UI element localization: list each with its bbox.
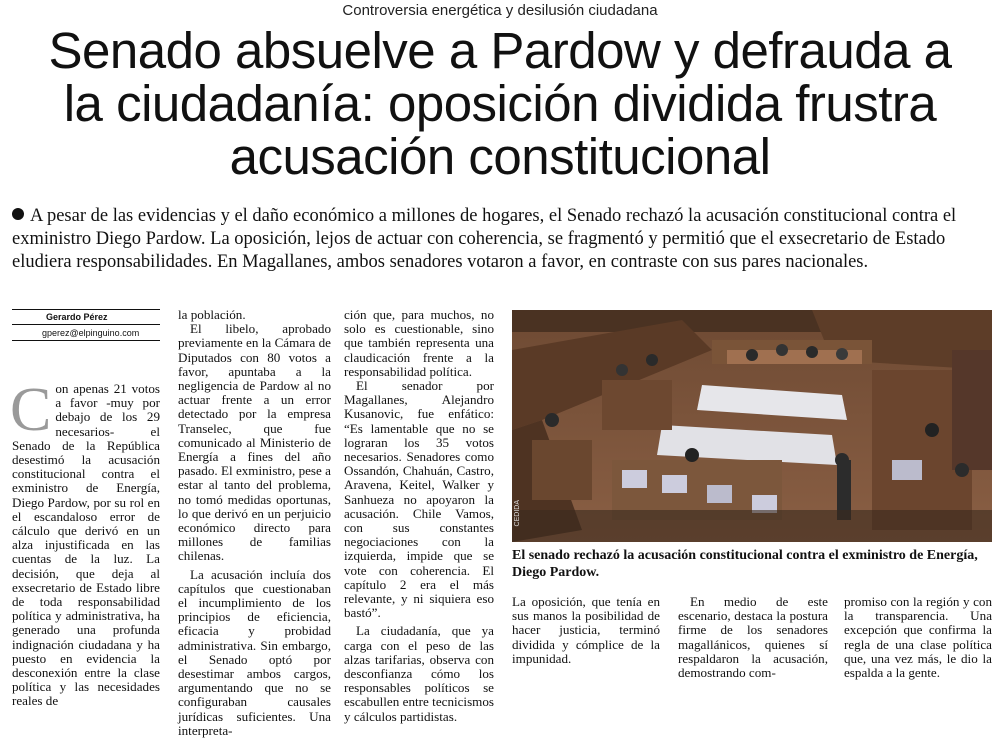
article-column-1 — [10, 376, 160, 709]
headline-line-3: acusación constitucional — [229, 128, 771, 185]
paragraph: la población. — [178, 307, 246, 322]
paragraph: promiso con la región y con la transparencia. Una excepción que confirma la regla de una clase política que, una vez más, le dio la espalda a la gente. — [844, 594, 992, 681]
photo-caption: El senado rechazó la acusación constitucional contra el exministro de Energía, Diego Pardow. — [512, 548, 978, 580]
paragraph: ción que, para muchos, no solo es cuestionable, sino que también representa una claudicación frente a la responsabilidad política. — [344, 307, 494, 379]
author-name: Gerardo Pérez — [12, 309, 160, 325]
headline-line-2: la ciudadanía: oposición dividida frustra — [63, 75, 937, 132]
article-column-6 — [844, 595, 992, 680]
paragraph: El libelo, aprobado previamente en la Cámara de Diputados con 80 votos a favor, apuntaba a la negligencia de Pardow al no actuar frente a un error detectado por la empresa Transelec, que fue comunicado al Ministerio de Energía a fines del año pasado. El exministro, pese a estar al tanto del problema, no tomó medidas oportunas, lo que derivó en un perjuicio económico directo para millones de familias chilenas. — [178, 321, 331, 564]
article-column-4 — [512, 595, 660, 666]
photo-illustration — [512, 310, 992, 542]
paragraph: La acusación incluía dos capítulos que cuestionaban el incumplimiento de los principios de eficiencia, eficacia y probidad administrativa. Sin embargo, el Senado optó por desestimar ambos cargos, argumentando que no se configuraban causales jurídicas suficientes. Una interpreta- — [178, 566, 331, 738]
article-headline — [0, 24, 1000, 183]
paragraph — [10, 376, 160, 709]
section-kicker: Controversia energética y desilusión ciudadana — [342, 2, 658, 19]
article-lead — [12, 205, 987, 274]
senate-chamber-photo — [512, 310, 992, 542]
bullet-icon — [12, 208, 24, 220]
article-column-2 — [178, 308, 331, 738]
paragraph: La ciudadanía, que ya carga con el peso de las alzas tarifarias, observa con desconfianza cómo los responsables políticos se escabullen entre tecnicismos y cálculos partidistas. — [344, 623, 494, 724]
byline — [12, 309, 160, 341]
headline-line-1: Senado absuelve a Pardow y defrauda a — [48, 22, 952, 79]
article-column-3 — [344, 308, 494, 724]
paragraph: La oposición, que tenía en sus manos la posibilidad de hacer justicia, terminó dividida y cómplice de la impunidad. — [512, 594, 660, 666]
article-column-5 — [678, 595, 828, 680]
paragraph-text: on apenas 21 votos a favor -muy por debajo de los 29 necesarios- el Senado de la República desestimó la acusación constitucional contra el exministro de Energía, Diego Pardow, por su rol en el escandaloso error de cálculo que derivó en un alza injustificada en las cuentas de la luz. La decisión, que deja al exsecretario de Estado libre de toda responsabilidad política y administrativa, ha generado una profunda indignación ciudadana y ha puesto en evidencia la desconexión entre la clase política y las necesidades reales de — [12, 381, 160, 709]
paragraph: El senador por Magallanes, Alejandro Kusanovic, fue enfático: “Es lamentable que no se lograran los 35 votos necesarios. Senadores como Ossandón, Chahuán, Castro, Aravena, Keitel, Walker y Sanhueza no apoyaron la acusación. Chile Vamos, con sus constantes negociaciones con la izquierda, impide que se vote con coherencia. El capítulo 2 era el más relevante, y ni siquiera eso bastó”. — [344, 378, 494, 621]
photo-credit: CEDIDA — [514, 500, 521, 527]
lead-text: A pesar de las evidencias y el daño económico a millones de hogares, el Senado rechazó la acusación constitucional contra el exministro Diego Pardow. La oposición, lejos de actuar con coherencia, se fragmentó y permitió que el exsecretario de Estado eludiera responsabilidades. En Magallanes, ambos senadores votaron a favor, en contraste con sus pares nacionales. — [12, 206, 957, 272]
author-email: gperez@elpinguino.com — [12, 325, 160, 341]
drop-cap: C — [10, 376, 52, 444]
paragraph: En medio de este escenario, destaca la postura firme de los senadores magallánicos, quienes sí respaldaron la acusación, demostrando com- — [678, 594, 828, 681]
